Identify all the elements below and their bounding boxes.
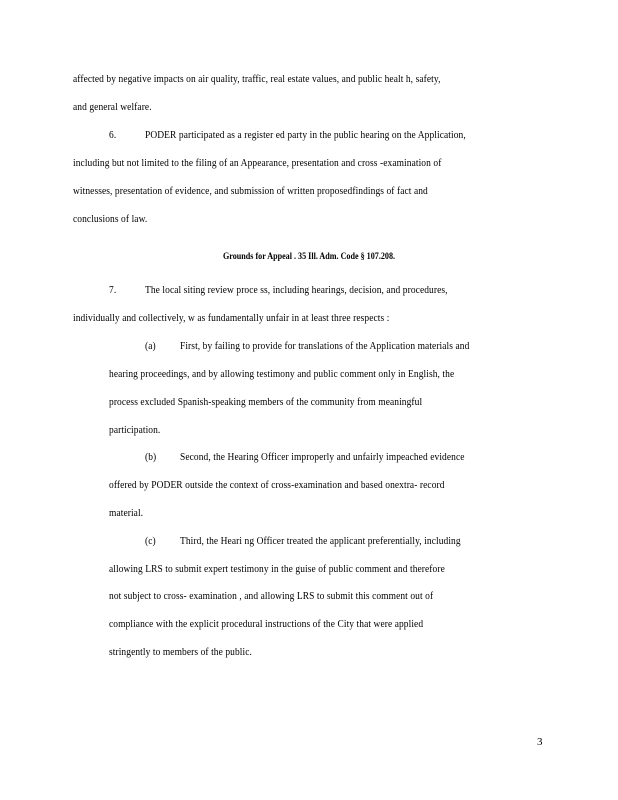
- para6-line-2: including but not limited to the filing of an Appearance, presentation and cross -examination of: [73, 158, 442, 169]
- sub-a-line-2: hearing proceedings, and by allowing testimony and public comment only in English, the: [109, 369, 455, 380]
- para5-line-1: affected by negative impacts on air quality, traffic, real estate values, and public healt h, safety,: [73, 74, 441, 85]
- sub-c-line-2: allowing LRS to submit expert testimony in the guise of public comment and therefore: [109, 564, 445, 575]
- sub-b-line-3: material.: [109, 508, 144, 519]
- page-number: 3: [537, 736, 543, 748]
- sub-c-line-4: compliance with the explicit procedural instructions of the City that were applied: [109, 619, 424, 630]
- sub-c-line-1: Third, the Heari ng Officer treated the applicant preferentially, including: [180, 536, 461, 547]
- sub-b-line-2: offered by PODER outside the context of cross-examination and based onextra- record: [109, 480, 445, 491]
- para6-line-1: PODER participated as a register ed party in the public hearing on the Application,: [145, 130, 466, 141]
- sub-b-label: (b): [145, 452, 157, 463]
- para6-line-3: witnesses, presentation of evidence, and submission of written proposedfindings of fact and: [73, 186, 428, 197]
- para5-line-2: and general welfare.: [73, 102, 152, 113]
- sub-c-label: (c): [145, 536, 156, 547]
- sub-c-line-3: not subject to cross- examination , and allowing LRS to submit this comment out of: [109, 591, 434, 602]
- sub-a-label: (a): [145, 341, 156, 352]
- para6-line-4: conclusions of law.: [73, 214, 148, 225]
- sub-a-line-1: First, by failing to provide for translations of the Application materials and: [180, 341, 470, 352]
- para7-line-1: The local siting review proce ss, including hearings, decision, and procedures,: [145, 285, 448, 296]
- para7-number: 7.: [109, 285, 117, 296]
- para7-line-2: individually and collectively, w as fundamentally unfair in at least three respects :: [73, 313, 390, 324]
- para6-number: 6.: [109, 130, 117, 141]
- sub-c-line-5: stringently to members of the public.: [109, 647, 252, 658]
- sub-b-line-1: Second, the Hearing Officer improperly and unfairly impeached evidence: [180, 452, 465, 463]
- sub-a-line-4: participation.: [109, 425, 161, 436]
- sub-a-line-3: process excluded Spanish-speaking members of the community from meaningful: [109, 397, 423, 408]
- section-heading: Grounds for Appeal . 35 Ill. Adm. Code § 107.208.: [222, 251, 396, 261]
